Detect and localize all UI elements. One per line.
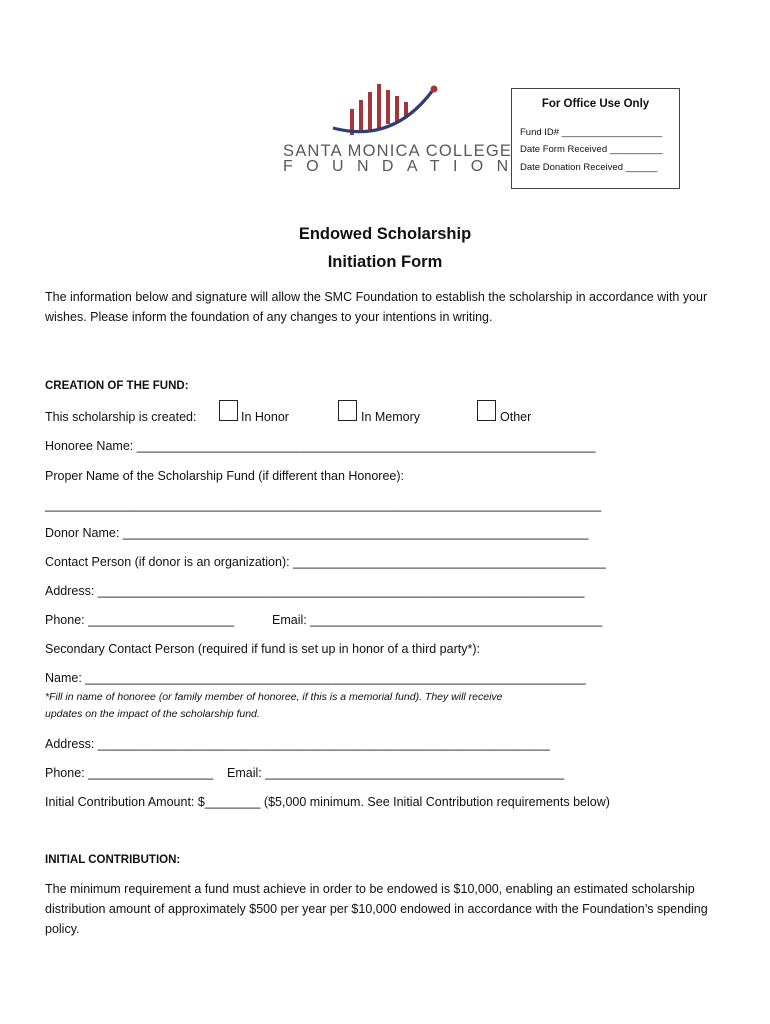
- email-field[interactable]: Email: __________________________________________: [272, 613, 603, 627]
- initial-contribution-heading: INITIAL CONTRIBUTION:: [45, 854, 181, 866]
- initial-contribution-amount-field[interactable]: Initial Contribution Amount: $________ ($5,000 minimum. See Initial Contribution requirements below): [45, 795, 610, 809]
- creation-heading: CREATION OF THE FUND:: [45, 380, 189, 392]
- secondary-email-field[interactable]: Email: ___________________________________________: [227, 766, 565, 780]
- office-use-title: For Office Use Only: [541, 98, 650, 110]
- page-title-line1: Endowed Scholarship: [298, 225, 472, 243]
- scholarship-created-label: This scholarship is created:: [45, 410, 197, 424]
- honoree-name-field[interactable]: Honoree Name: __________________________________________________________________: [45, 439, 596, 453]
- initial-contribution-paragraph: The minimum requirement a fund must achieve in order to be endowed is $10,000, enabling an estimated scholarship distribution amount of approximately $500 per year per $10,000 endowed in accordance with the Foundation’s spending policy.: [45, 882, 708, 936]
- secondary-note-line1: *Fill in name of honoree (or family member of honoree, if this is a memorial fund). They will receive: [45, 691, 503, 703]
- proper-name-label: Proper Name of the Scholarship Fund (if different than Honoree):: [45, 469, 404, 483]
- logo-text-foundation: FOUNDATION: [283, 158, 522, 175]
- address-field[interactable]: Address: ______________________________________________________________________: [45, 584, 585, 598]
- fund-id-field: Fund ID# ___________________: [520, 127, 663, 138]
- secondary-contact-label: Secondary Contact Person (required if fund is set up in honor of a third party*):: [45, 642, 480, 656]
- date-form-received-field: Date Form Received __________: [520, 144, 663, 155]
- logo-text-college: SANTA MONICA COLLEGE: [283, 142, 513, 160]
- in-memory-checkbox[interactable]: [338, 400, 357, 421]
- date-donation-received-field: Date Donation Received ______: [520, 162, 658, 173]
- contact-person-field[interactable]: Contact Person (if donor is an organization): _____________________________________________: [45, 555, 606, 569]
- other-checkbox[interactable]: [477, 400, 496, 421]
- in-honor-label: In Honor: [241, 410, 289, 424]
- page-title-line2: Initiation Form: [327, 253, 443, 271]
- intro-paragraph: The information below and signature will allow the SMC Foundation to establish the scholarship in accordance with your wishes. Please inform the foundation of any changes to your intentions in writing.: [45, 290, 708, 324]
- secondary-note-line2: updates on the impact of the scholarship fund.: [45, 708, 260, 720]
- donor-name-field[interactable]: Donor Name: ___________________________________________________________________: [45, 526, 589, 540]
- other-label: Other: [500, 410, 532, 424]
- in-honor-checkbox[interactable]: [219, 400, 238, 421]
- office-use-box: [511, 88, 680, 189]
- secondary-phone-field[interactable]: Phone: __________________: [45, 766, 214, 780]
- in-memory-label: In Memory: [361, 410, 421, 424]
- secondary-name-field[interactable]: Name: ________________________________________________________________________: [45, 671, 586, 685]
- secondary-address-field[interactable]: Address: _________________________________________________________________: [45, 737, 550, 751]
- proper-name-field[interactable]: ________________________________________________________________________________: [45, 498, 602, 512]
- phone-field[interactable]: Phone: _____________________: [45, 613, 235, 627]
